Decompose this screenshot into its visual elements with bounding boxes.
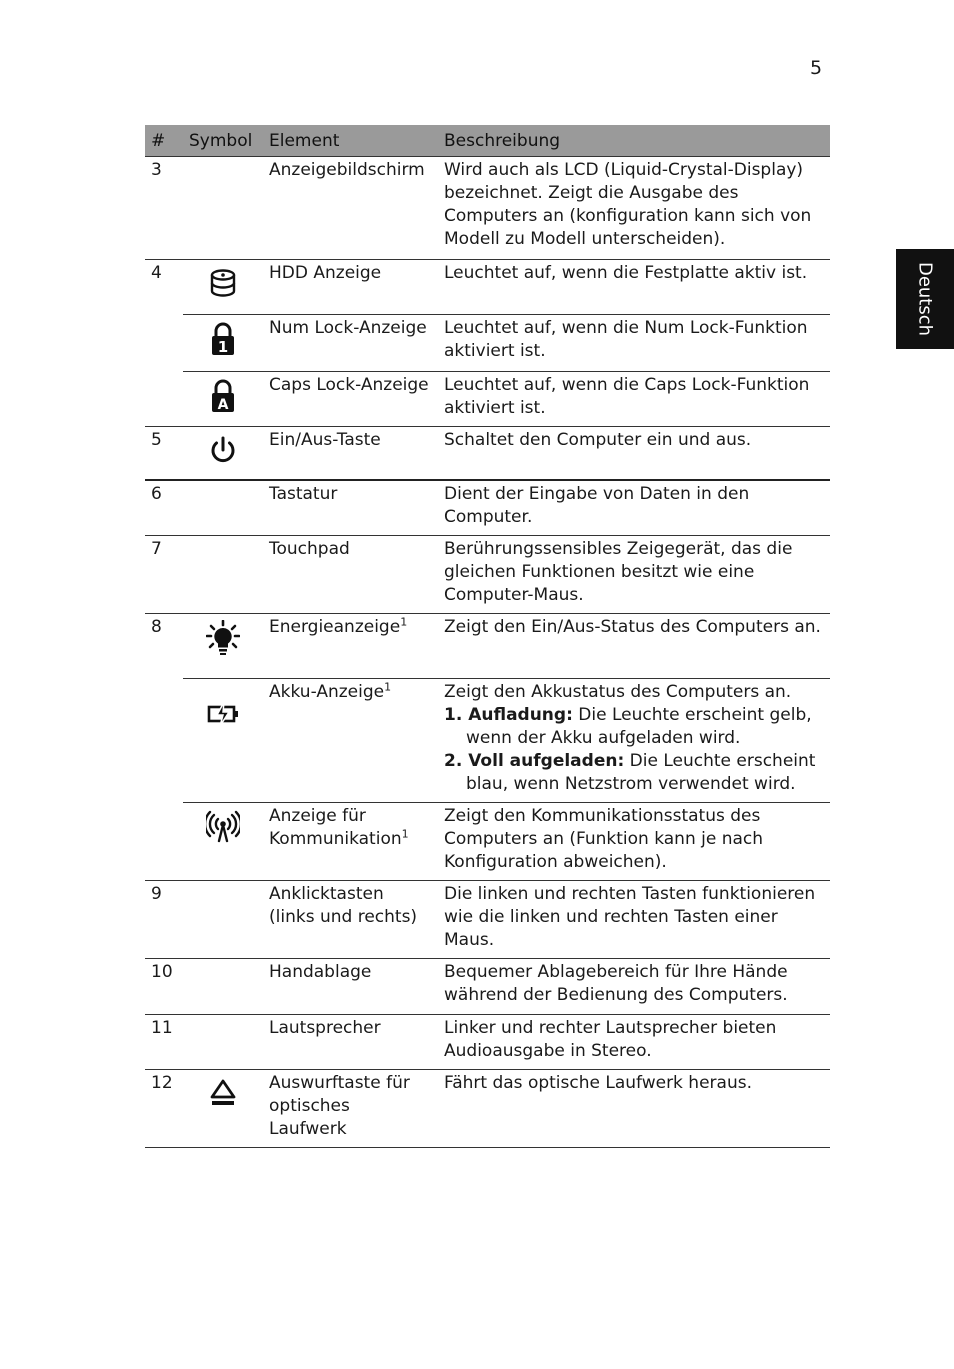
list-item-text: Die Leuchte erscheint gelb, wenn der Akku aufgeladen wird. [466,705,812,748]
row-element: Lautsprecher [263,1015,438,1070]
table-row [145,372,830,427]
row-num: 4 [145,260,183,427]
row-description: Zeigt den Ein/Aus-Status des Computers an. [438,614,830,679]
row-description: Zeigt den Kommunikationsstatus des Computers an (Funktion kann je nach Konfiguration abweichen). [438,803,830,881]
row-num: 6 [145,480,183,536]
row-description: Fährt das optische Laufwerk heraus. [438,1070,830,1148]
table-row [145,881,830,959]
table-row [145,260,830,315]
language-tab-label: Deutsch [914,261,936,337]
footnote-mark: 1 [384,680,392,694]
row-description: Schaltet den Computer ein und aus. [438,427,830,481]
list-item [444,750,824,796]
battery-icon [206,695,240,731]
row-element: Anzeigebildschirm [263,157,438,260]
footnote-mark: 1 [401,827,409,841]
table-row [145,1070,830,1148]
header-description: Beschreibung [438,125,830,157]
table-row [145,1015,830,1070]
svg-text:A: A [217,397,229,413]
caps-lock-icon [206,378,240,414]
table-row [145,315,830,372]
row-symbol [183,372,263,427]
row-element [263,679,438,803]
row-symbol [183,1015,263,1070]
row-symbol [183,480,263,536]
row-symbol [183,679,263,803]
language-tab [896,249,954,349]
row-element: Auswurftaste für optisches Laufwerk [263,1070,438,1148]
table-row [145,679,830,803]
header-num: # [145,125,183,157]
row-description: Leuchtet auf, wenn die Caps Lock-Funktion aktiviert ist. [438,372,830,427]
header-symbol: Symbol [183,125,263,157]
component-table [145,125,830,1148]
row-element: Tastatur [263,480,438,536]
row-num: 8 [145,614,183,881]
row-element: HDD Anzeige [263,260,438,315]
row-symbol [183,260,263,315]
row-num: 11 [145,1015,183,1070]
row-num: 7 [145,536,183,614]
footnote-mark: 1 [400,615,408,629]
row-symbol [183,536,263,614]
row-element: Num Lock-Anzeige [263,315,438,372]
communication-icon [206,809,240,845]
hdd-icon [206,266,240,302]
element-label: Akku-Anzeige [269,682,385,702]
table-row [145,803,830,881]
list-item-label: 2. Voll aufgeladen: [444,751,625,771]
row-element: Anklicktasten (links und rechts) [263,881,438,959]
num-lock-icon [206,321,240,357]
row-num: 5 [145,427,183,481]
row-element: Caps Lock-Anzeige [263,372,438,427]
element-label: Energieanzeige [269,617,401,637]
row-description: Linker und rechter Lautsprecher bieten Audioausgabe in Stereo. [438,1015,830,1070]
svg-text:1: 1 [217,338,229,356]
row-description: Dient der Eingabe von Daten in den Computer. [438,480,830,536]
row-symbol [183,1070,263,1148]
table-header-row [145,125,830,157]
row-symbol [183,315,263,372]
row-element: Ein/Aus-Taste [263,427,438,481]
row-symbol [183,881,263,959]
row-symbol [183,427,263,481]
row-num: 12 [145,1070,183,1148]
row-description: Die linken und rechten Tasten funktionieren wie die linken und rechten Tasten einer Maus. [438,881,830,959]
row-symbol [183,157,263,260]
table-row [145,427,830,481]
row-description: Wird auch als LCD (Liquid-Crystal-Display) bezeichnet. Zeigt die Ausgabe des Computers an (konfiguration kann sich von Modell zu Modell unterscheiden). [438,157,830,260]
row-symbol [183,803,263,881]
row-symbol [183,959,263,1015]
power-indicator-icon [206,620,240,656]
row-element [263,803,438,881]
power-icon [206,433,240,469]
status-list [444,704,824,796]
list-item-label: 1. Aufladung: [444,705,573,725]
table-row [145,614,830,679]
row-element: Touchpad [263,536,438,614]
page-number: 5 [810,57,823,79]
row-num: 3 [145,157,183,260]
row-num: 10 [145,959,183,1015]
list-item-text: Die Leuchte erscheint blau, wenn Netzstrom verwendet wird. [466,751,816,794]
element-label: Anzeige für Kommunikation [269,806,402,849]
list-item [444,704,824,750]
row-num: 9 [145,881,183,959]
row-description: Leuchtet auf, wenn die Num Lock-Funktion aktiviert ist. [438,315,830,372]
row-description [438,679,830,803]
row-symbol [183,614,263,679]
table-row [145,480,830,536]
row-element: Handablage [263,959,438,1015]
row-element [263,614,438,679]
row-description: Berührungssensibles Zeigegerät, das die gleichen Funktionen besitzt wie eine Computer-Maus. [438,536,830,614]
table-row [145,536,830,614]
eject-icon [206,1076,240,1112]
table-row [145,157,830,260]
table-row [145,959,830,1015]
header-element: Element [263,125,438,157]
description-text: Zeigt den Akkustatus des Computers an. [444,682,792,702]
row-description: Bequemer Ablagebereich für Ihre Hände während der Bedienung des Computers. [438,959,830,1015]
row-description: Leuchtet auf, wenn die Festplatte aktiv ist. [438,260,830,315]
